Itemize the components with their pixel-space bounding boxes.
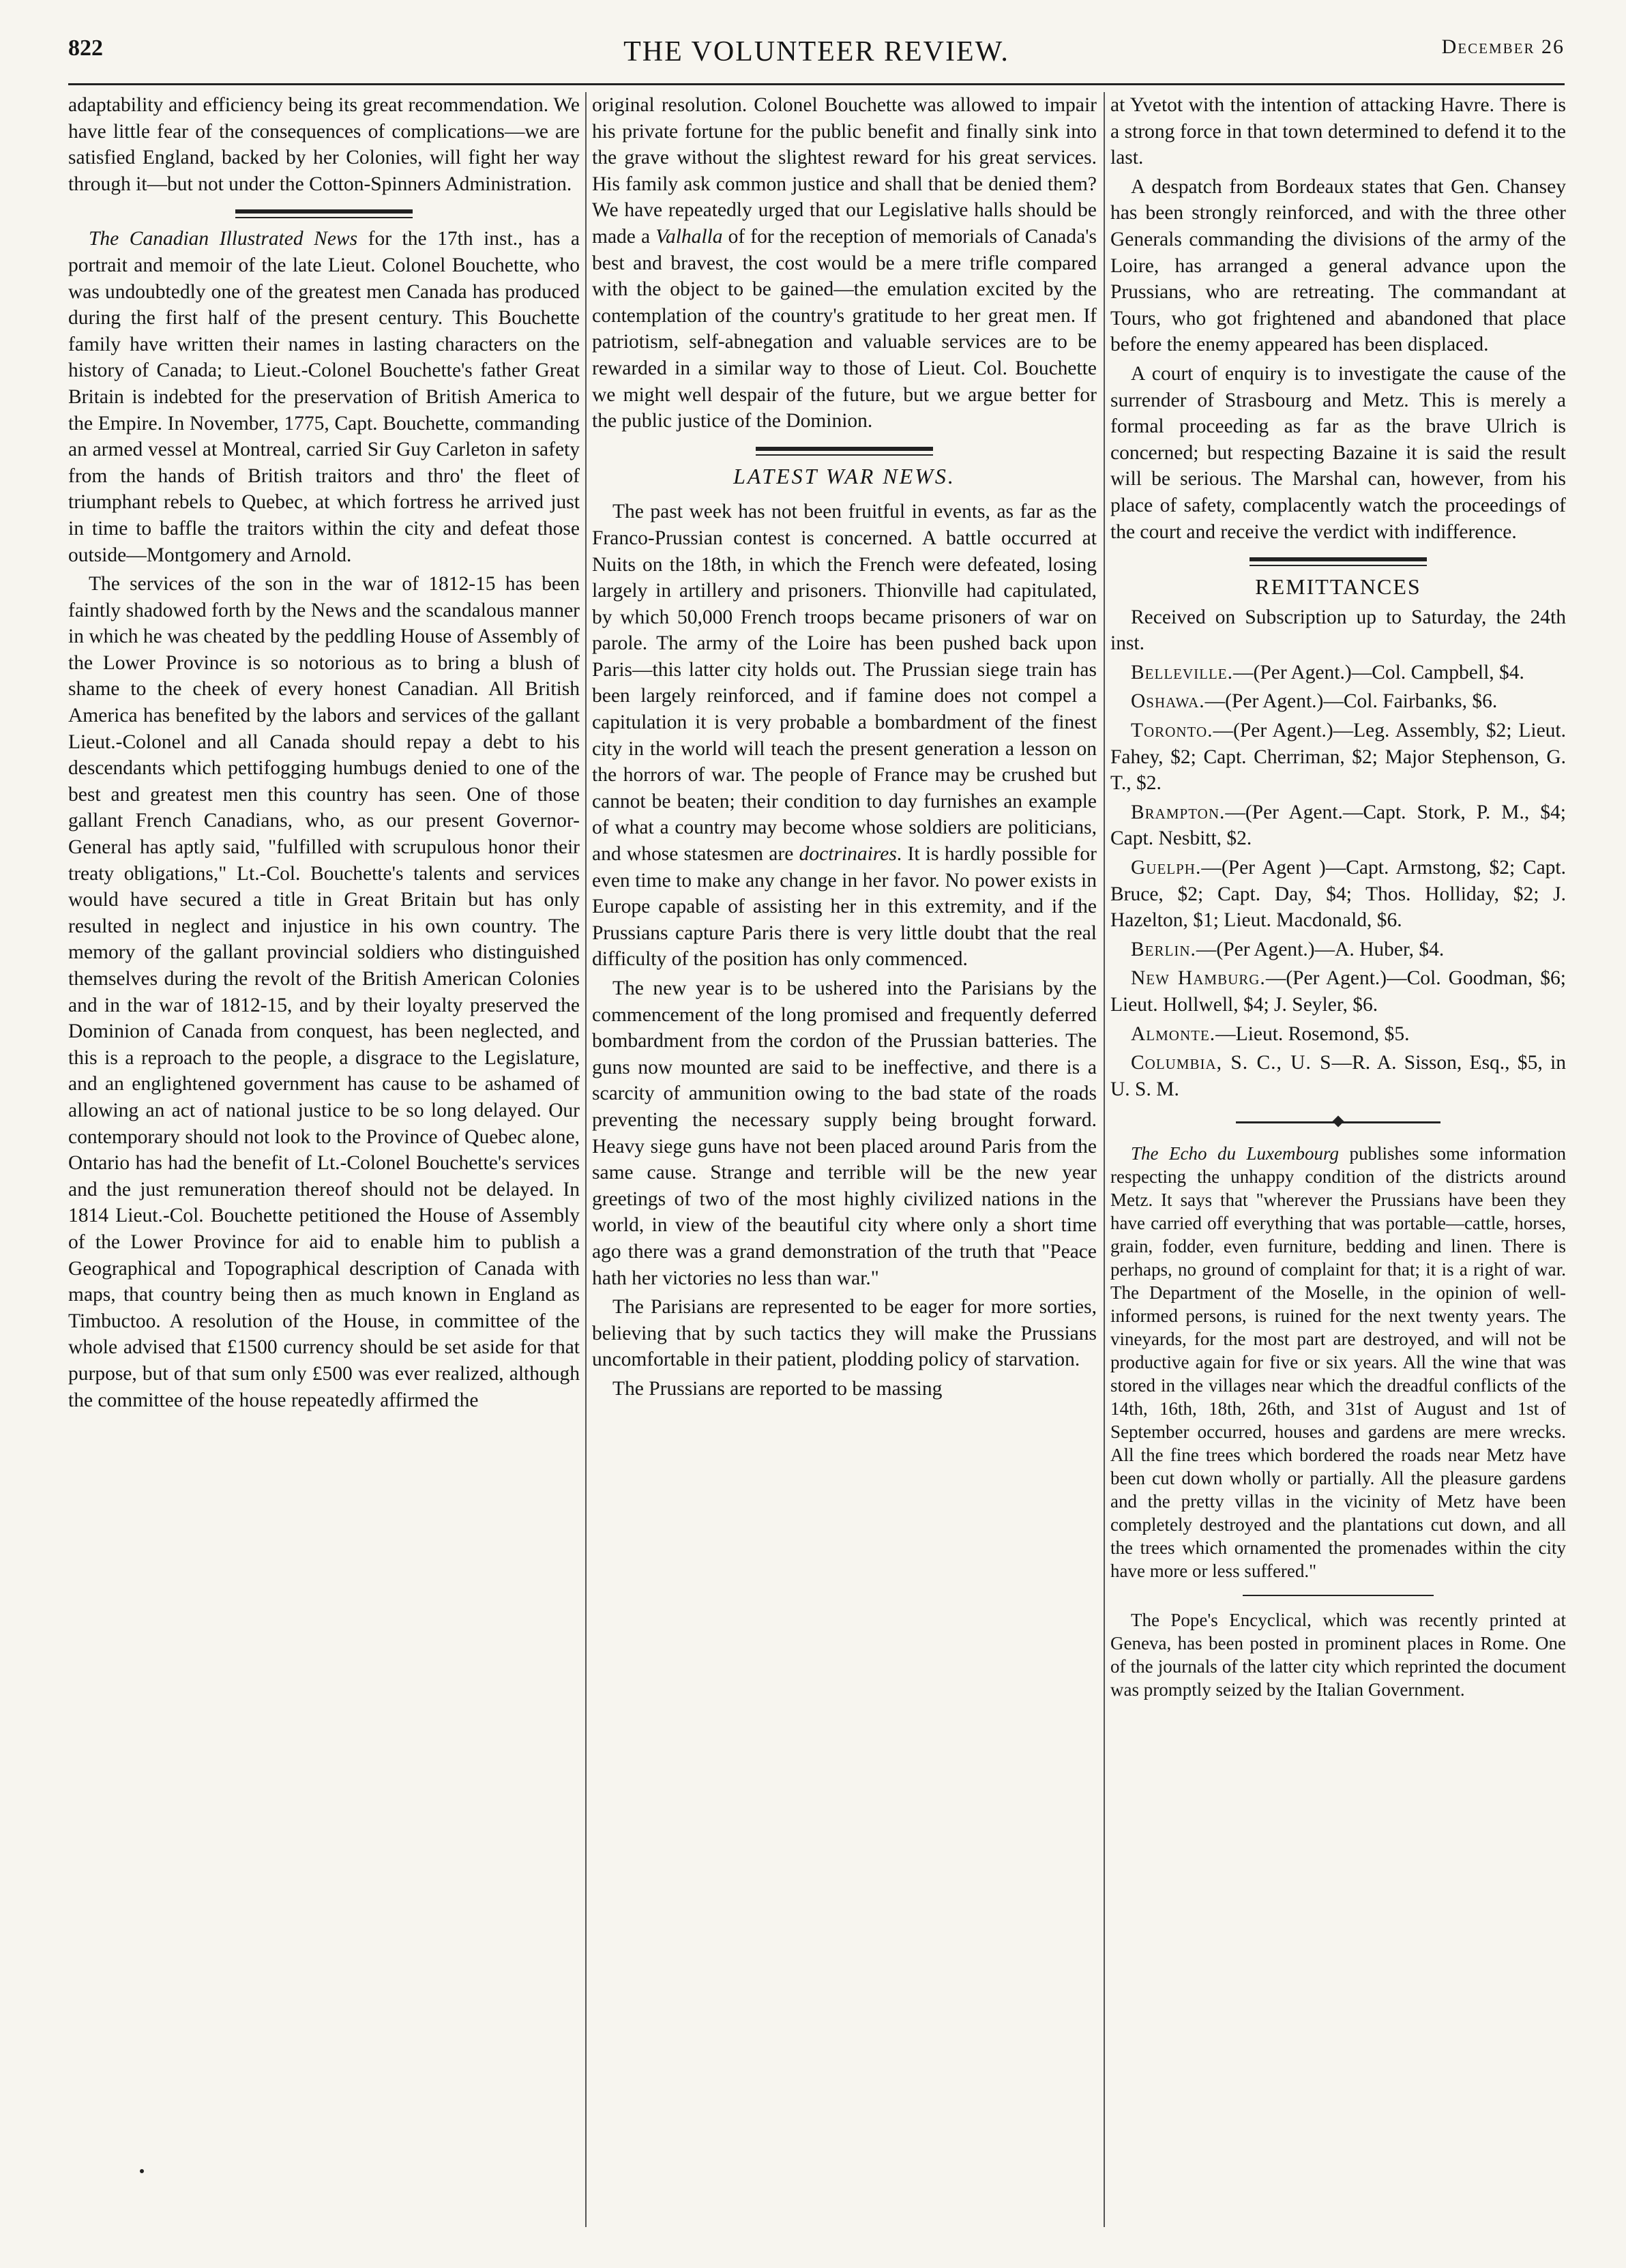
section-rule xyxy=(1243,1595,1434,1596)
column-divider xyxy=(585,92,587,2227)
paragraph-text: . It is hardly possible for even time to make any change in her favor. No power exists in Europe capable of assisting her in this extremity, and if the Prussians capture Paris there is very little doubt that the real difficulty of the position has only commenced. xyxy=(592,843,1097,971)
paragraph: Received on Subscription up to Saturday, the 24th inst. xyxy=(1110,606,1566,655)
page-header xyxy=(68,35,1565,83)
remittance-place: Almonte. xyxy=(1131,1022,1216,1045)
remittance-place: Guelph. xyxy=(1131,857,1202,879)
section-rule xyxy=(235,209,413,213)
header-rule xyxy=(68,83,1565,85)
publication-name: The Canadian Illustrated News xyxy=(89,228,358,250)
paragraph-text: The past week has not been fruitful in events, as far as the Franco-Prussian contest is concerned. A battle occurred at Nuits on the 18th, in which the French were defeated, losing largely in artillery and prisoners. Thionville had capitulated, by which 50,000 French troops became prisoners of war on parole. The army of the Loire has been pushed back upon Paris—this latter city holds out. The Prussian siege train has been largely reinforced, and if famine does not compel a capitulation it is very probable a bombardment of the finest city in the world will teach the present generation a lesson on the horrors of war. The people of France may be crushed but cannot be beaten; their condition to day furnishes an example of what a country may become whose soldiers are politicians, and whose statesmen are xyxy=(592,501,1097,866)
remittance-text: —R. A. Sisson, Esq., $5, in U. S. M. xyxy=(1110,1052,1566,1100)
remittance-place: Oshawa. xyxy=(1131,690,1205,713)
section-heading: REMITTANCES xyxy=(1255,574,1421,600)
remittance-entry xyxy=(1110,660,1566,686)
paragraph-text: of for the reception of memorials of Canada's best and bravest, the cost would be a mere trifle compared with the object to be gained—the emulation excited by the contemplation of the country's gratitude to her great men. If patriotism, self-abnegation and valuable services are to be rewarded in a similar way to those of Lieut. Col. Bouchette we might well despair of the future, but we argue better for the public justice of the Dominion. xyxy=(592,225,1097,432)
paragraph-text: for the 17th inst., has a portrait and memoir of the late Lieut. Colonel Bouchette, who was undoubtedly one of the greatest men Canada has produced during the first half of the present century. This Bouchette family have written their names in lasting characters on the history of Canada; to Lieut.-Colonel Bouchette's father Great Britain is indebted for the preservation of British America to the Empire. In November, 1775, Capt. Bouchette, commanding an armed vessel at Montreal, carried Sir Guy Carleton in safety from the hands of British traitors and thro' the fleet of triumphant rebels to Quebec, at which fortress he arrived just in time to baffle the traitors within the city and defeat those outside—Montgomery and Arnold. xyxy=(68,228,580,566)
remittance-entry xyxy=(1110,688,1566,715)
paragraph: The Prussians are reported to be massing xyxy=(612,1377,943,1400)
paragraph: The new year is to be ushered into the Parisians by the commencement of the long promised and frequently deferred bombardment from the cordon of the Prussian batteries. The guns now mounted are said to be ineffective, and there is a scarcity of ammunition owing to the bad state of the roads preventing the necessary supply being brought forward. Heavy siege guns have not been placed around Paris from the same cause. Strange and terrible will be the new year greetings of two of the most highly civilized nations in the world, in view of the beautiful city where only a short time ago there was a grand demonstration of the truth that "Peace hath her victories no less than war." xyxy=(592,977,1097,1289)
remittance-entry xyxy=(1110,855,1566,934)
section-rule xyxy=(756,447,933,451)
newspaper-title: THE VOLUNTEER REVIEW. xyxy=(623,36,1009,68)
column-divider xyxy=(1104,92,1105,2227)
paragraph-text: publishes some information respecting the unhappy condition of the districts around Metz. It says that "wherever the Prussians have been they have carried off everything that was portable—cattle, horses, grain, fodder, even furniture, bedding and linen. There is perhaps, no ground of complaint for that; it is a right of war. The Department of the Moselle, in the opinion of well-informed persons, is ruined for the next twenty years. The vineyards, for the most part are destroyed, and will not be productive again for five or six years. All the wine that was stored in the villages near which the dreadful conflicts of the 14th, 16th, 18th, 26th, and 31st of August and 1st of September occurred, houses and gardens are mere wrecks. All the fine trees which bordered the roads near Metz have been cut down wholly or partially. All the pleasure gardens and the pretty villas in the vicinity of Metz have been completely destroyed and the plantations cut down, and all the trees which ornamented the promenades within the city have more or less suffered." xyxy=(1110,1143,1566,1582)
small-print-section xyxy=(1110,1142,1566,1701)
remittance-text: —(Per Agent.)—Col. Goodman, $6; Lieut. Hollwell, $4; J. Seyler, $6. xyxy=(1110,967,1566,1016)
paragraph xyxy=(592,92,1097,435)
paragraph: A despatch from Bordeaux states that Gen. Chansey has been strongly reinforced, and with the three other Generals commanding the divisions of the army of the Loire, has arranged a general advance upon the Prussians, who are retreating. The commandant at Tours, who got frightened and abandoned that place before the enemy appeared has been displaced. xyxy=(1110,175,1566,356)
remittance-entry xyxy=(1110,799,1566,852)
remittance-place: Brampton. xyxy=(1131,801,1226,823)
ornament-rule xyxy=(1236,1117,1440,1127)
issue-date: December 26 xyxy=(1441,35,1565,58)
remittance-text: —Lieut. Rosemond, $5. xyxy=(1215,1022,1410,1045)
paragraph: adaptability and efficiency being its great recommendation. We have little fear of the consequences of complications—we are satisfied England, backed by her Colonies, will fight her way through it—but not under the Cotton-Spinners Administration. xyxy=(68,94,580,195)
remittance-place: Columbia, S. C., U. S xyxy=(1131,1052,1332,1074)
paragraph: The Pope's Encyclical, which was recently printed at Geneva, has been posted in prominent places in Rome. One of the journals of the latter city which reprinted the document was promptly seized by the Italian Government. xyxy=(1110,1610,1566,1700)
remittance-place: Toronto. xyxy=(1131,720,1213,742)
italic-term: Valhalla xyxy=(655,225,723,248)
paragraph xyxy=(68,226,580,568)
remittance-text: —(Per Agent.—Capt. Stork, P. M., $4; Capt. Nesbitt, $2. xyxy=(1110,801,1566,850)
remittance-place: New Hamburg. xyxy=(1131,967,1266,990)
paragraph: A court of enquiry is to investigate the cause of the surrender of Strasbourg and Metz. This is merely a formal proceeding as far as the brave Ulrich is concerned; but respecting Bazaine it is said the result will be serious. The Marshal can, however, from his place of safety, complacently watch the proceedings of the court and receive the verdict with indifference. xyxy=(1110,362,1566,543)
remittance-entry xyxy=(1110,1021,1566,1048)
page-number: 822 xyxy=(68,35,103,61)
remittance-entry xyxy=(1110,718,1566,797)
remittance-list xyxy=(1110,660,1566,1103)
column-1 xyxy=(68,92,580,2241)
remittance-text: —(Per Agent.)—A. Huber, $4. xyxy=(1196,938,1445,960)
remittance-entry xyxy=(1110,937,1566,963)
column-3 xyxy=(1110,92,1566,2241)
remittance-text: —(Per Agent.)—Leg. Assembly, $2; Lieut. Fahey, $2; Capt. Cherriman, $2; Major Stephenson, G. T., $2. xyxy=(1110,720,1566,795)
italic-term: doctrinaires xyxy=(799,843,897,866)
remittance-text: —(Per Agent.)—Col. Fairbanks, $6. xyxy=(1204,690,1498,713)
paragraph: The services of the son in the war of 1812-15 has been faintly shadowed forth by the News and the scandalous manner in which he was cheated by the peddling House of Assembly of the Lower Province is so notorious as to bring a blush of shame to the cheek of every honest Canadian. All British America has benefited by the labors and services of the gallant Lieut.-Colonel and all Canada should repay a debt to his descendants which pettifogging humbugs denied to one of the best and greatest men this country has seen. One of those gallant French Canadians, who, as our present Governor-General has aptly said, "fulfilled with scrupulous honor their treaty obligations," Lt.-Col. Bouchette's talents and services would have secured a title in Great Britain but has only resulted in neglect and injustice in his own country. The memory of the gallant provincial soldiers who distinguished themselves during the revolt of the British American Colonies and in the war of 1812-15, and by their loyalty preserved the Dominion of Canada from conquest, has been neglected, and this is a reproach to the people, a disgrace to the Legislature, and an englightened government has cause to be ashamed of allowing an act of national justice to be so long delayed. Our contemporary should not look to the Province of Quebec alone, Ontario has had the benefit of Lt.-Colonel Bouchette's services and the just remuneration thereof should not be delayed. In 1814 Lieut.-Col. Bouchette petitioned the House of Assembly of the Lower Province for aid to enable him to publish a Geographical and Topographical description of Canada with maps, that country being then as much known in England as Timbuctoo. A resolution of the House, in committee of the whole advised that £1500 currency should be set aside for that purpose, but of that sum only £500 was ever realized, although the committee of the house repeatedly affirmed the xyxy=(68,573,580,1411)
remittance-entry xyxy=(1110,965,1566,1018)
remittance-place: Belleville. xyxy=(1131,661,1234,683)
remittance-text: —(Per Agent )—Capt. Armstong, $2; Capt. Bruce, $2; Capt. Day, $4; Thos. Holliday, $2; J. Hazelton, $1; Lieut. Macdonald, $6. xyxy=(1110,857,1566,932)
remittance-place: Berlin. xyxy=(1131,938,1196,960)
paragraph: The Parisians are represented to be eager for more sorties, believing that by such tactics they will make the Prussians uncomfortable in their patient, plodding policy of starvation. xyxy=(592,1296,1097,1371)
stray-mark xyxy=(140,2169,144,2173)
column-2 xyxy=(592,92,1097,2241)
remittance-text: —(Per Agent.)—Col. Campbell, $4. xyxy=(1233,661,1524,683)
remittance-entry xyxy=(1110,1050,1566,1102)
publication-name: The Echo du Luxembourg xyxy=(1131,1143,1339,1164)
paragraph xyxy=(1110,1142,1566,1582)
section-rule xyxy=(1250,557,1427,561)
paragraph-text: original resolution. Colonel Bouchette was allowed to impair his private fortune for the public benefit and finally sink into the grave without the slightest reward for his great services. His family ask common justice and shall that be denied them? We have repeatedly urged that our Legislative halls should be made a xyxy=(592,94,1097,248)
paragraph xyxy=(592,499,1097,973)
paragraph: at Yvetot with the intention of attacking Havre. There is a strong force in that town determined to defend it to the last. xyxy=(1110,94,1566,169)
section-heading: LATEST WAR NEWS. xyxy=(733,463,956,488)
